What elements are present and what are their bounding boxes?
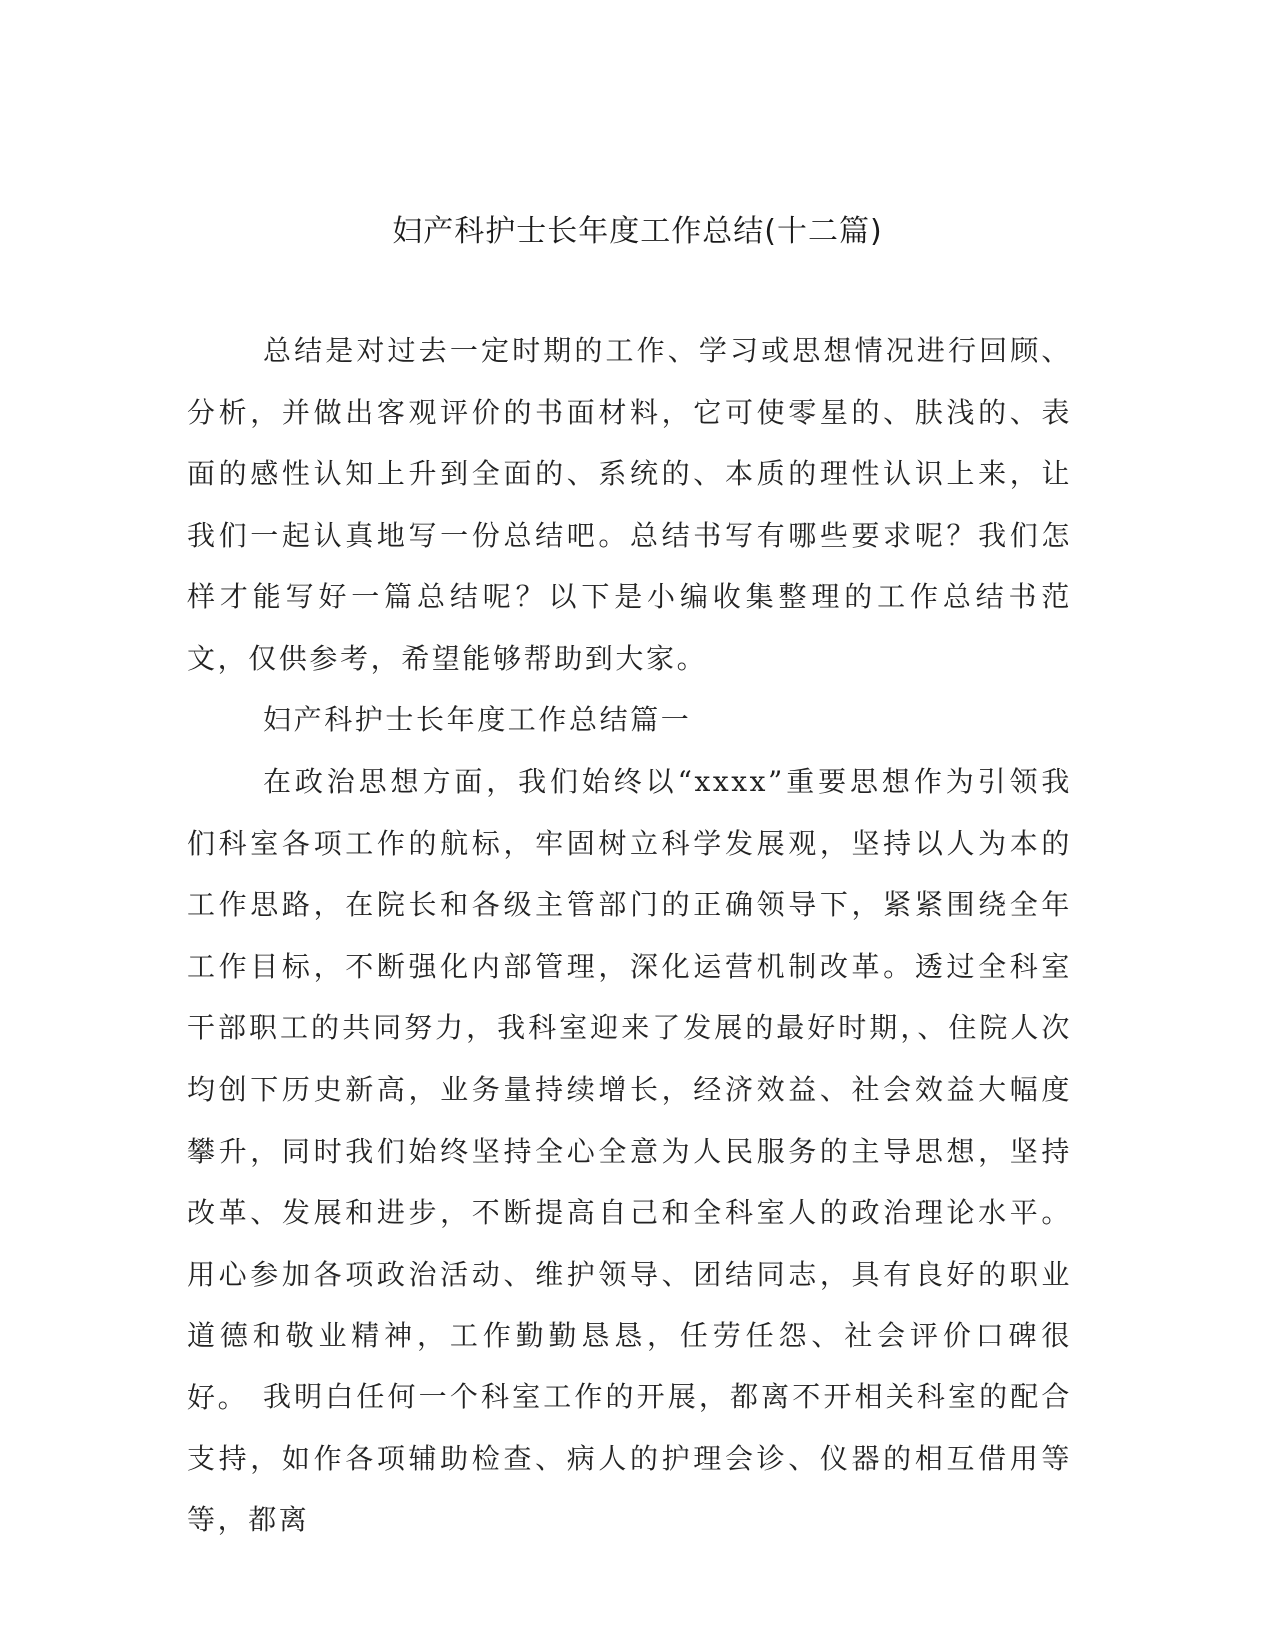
paragraph-cooperation	[187, 1366, 1072, 1551]
paragraph-text: 总结是对过去一定时期的工作、学习或思想情况进行回顾、分析，并做出客观评价的书面材料，它可使零星的、肤浅的、表面的感性认知上升到全面的、系统的、本质的理性认识上来，让我们一起认真地写一份总结吧。总结书写有哪些要求呢？我们怎样才能写好一篇总结呢？以下是小编收集整理的工作总结书范文，仅供参考，希望能够帮助到大家。	[187, 334, 1072, 675]
paragraph-text: 在政治思想方面，我们始终以“xxxx”重要思想作为引领我们科室各项工作的航标，牢固树立科学发展观，坚持以人为本的工作思路，在院长和各级主管部门的正确领导下，紧紧围绕全年工作目标，不断强化内部管理，深化运营机制改革。透过全科室干部职工的共同努力，我科室迎来了发展的最好时期，、住院人次均创下历史新高，业务量持续增长，经济效益、社会效益大幅度攀升，同时我们始终坚持全心全意为人民服务的主导思想，坚持改革、发展和进步，不断提高自己和全科室人的政治理论水平。用心参加各项政治活动、维护领导、团结同志，具有良好的职业道德和敬业精神，工作勤勤恳恳，任劳任怨、社会评价口碑很好。	[187, 765, 1072, 1414]
section-heading	[187, 689, 1072, 751]
paragraph-text: 我明白任何一个科室工作的开展，都离不开相关科室的配合支持，如作各项辅助检查、病人的护理会诊、仪器的相互借用等等，都离	[187, 1380, 1072, 1537]
paragraph-politics	[187, 751, 1072, 1429]
section-heading-text: 妇产科护士长年度工作总结篇一	[263, 703, 692, 736]
document-title: 妇产科护士长年度工作总结(十二篇)	[392, 214, 883, 249]
paragraph-intro	[187, 320, 1072, 690]
